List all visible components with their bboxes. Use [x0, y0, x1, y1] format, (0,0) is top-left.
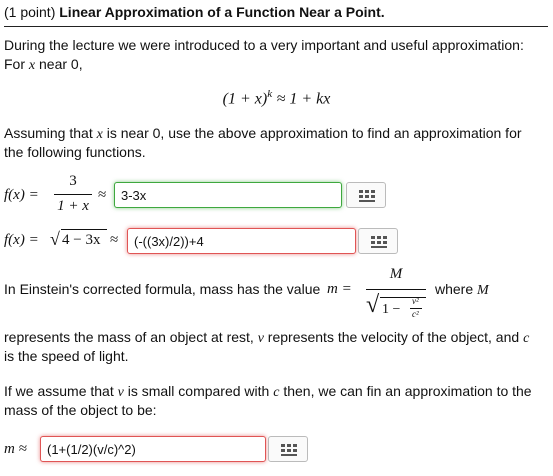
assume2-line-2: mass of the object to be: — [4, 402, 157, 418]
problem-title: Linear Approximation of a Function Near a Point. — [59, 4, 385, 20]
q3-lhs: m ≈ — [4, 441, 27, 457]
einstein-den-pre: 1 − — [382, 302, 401, 317]
intro-line-1: During the lecture we were introduced to a very important and useful approximation: — [4, 37, 524, 53]
var-x: x — [96, 127, 103, 142]
represents-line-1 — [4, 328, 529, 348]
approximation-formula — [0, 88, 553, 108]
assume-text: Assuming that — [4, 125, 93, 141]
q2-answer-input[interactable]: (-((3x)/2))+4 — [127, 228, 356, 254]
sqrt-icon: √ — [50, 229, 60, 249]
formula-exponent: k — [267, 88, 273, 100]
q1-numerator: 3 — [69, 173, 77, 189]
var-x: x — [28, 58, 36, 73]
sqrt-bar — [380, 297, 426, 298]
einstein-text: In Einstein's corrected formula, mass has the value — [4, 281, 321, 297]
q2-approx: ≈ — [110, 232, 119, 248]
q2-sqrt-inner: 4 − 3x — [62, 232, 101, 248]
einstein-numerator: M — [389, 266, 403, 282]
assume2-post: then, we can fin an approximation to the — [283, 383, 532, 399]
q2-lhs: f(x) = — [4, 232, 39, 248]
assume-line-2: the following functions. — [4, 144, 146, 160]
q3-equation-editor-button[interactable] — [268, 436, 308, 462]
assume2-text: If we assume that — [4, 383, 114, 399]
einstein-v2: v² — [412, 296, 419, 306]
where-text: where — [435, 281, 474, 297]
q1-answer-input[interactable]: 3-3x — [114, 182, 342, 208]
var-v: v — [117, 385, 124, 400]
einstein-where — [435, 280, 489, 300]
q1-equation-editor-button[interactable] — [346, 182, 386, 208]
header-divider — [4, 26, 548, 27]
assume-line-1 — [4, 124, 522, 144]
intro-line-2 — [4, 55, 83, 75]
intro-text-post: near 0, — [39, 56, 83, 72]
var-c: c — [523, 331, 530, 346]
assume2-mid: is small compared with — [127, 383, 270, 399]
formula-base: (1 + x) — [222, 90, 268, 108]
var-c: c — [273, 385, 280, 400]
formula-rhs: ≈ 1 + kx — [276, 90, 331, 108]
einstein-c2: c² — [412, 309, 419, 319]
q2-equation-editor-button[interactable] — [358, 228, 398, 254]
q1-fraction-bar — [54, 194, 92, 195]
represents-mid: represents the velocity of the object, and — [267, 329, 520, 345]
represents-line-2: is the speed of light. — [4, 348, 129, 364]
intro-text: For — [4, 56, 25, 72]
sqrt-icon: √ — [366, 292, 380, 318]
represents-text: represents the mass of an object at rest, — [4, 329, 254, 345]
q1-approx: ≈ — [98, 187, 107, 203]
points-label: (1 point) — [4, 4, 56, 20]
var-M: M — [477, 283, 489, 298]
sqrt-bar — [61, 229, 107, 230]
einstein-m-eq: m = — [327, 281, 352, 297]
q1-denominator: 1 + x — [57, 198, 89, 214]
assume-text-post: is near 0, use the above approximation to find an approximation for — [106, 125, 522, 141]
grid-icon — [371, 236, 387, 248]
assume2-line-1 — [4, 382, 532, 402]
q3-answer-input[interactable]: (1+(1/2)(v/c)^2) — [40, 436, 266, 462]
grid-icon — [359, 190, 375, 202]
problem-header — [4, 4, 385, 20]
grid-icon — [281, 444, 297, 456]
q1-lhs: f(x) = — [4, 187, 39, 203]
var-v: v — [257, 331, 264, 346]
einstein-fraction-bar — [366, 289, 426, 290]
